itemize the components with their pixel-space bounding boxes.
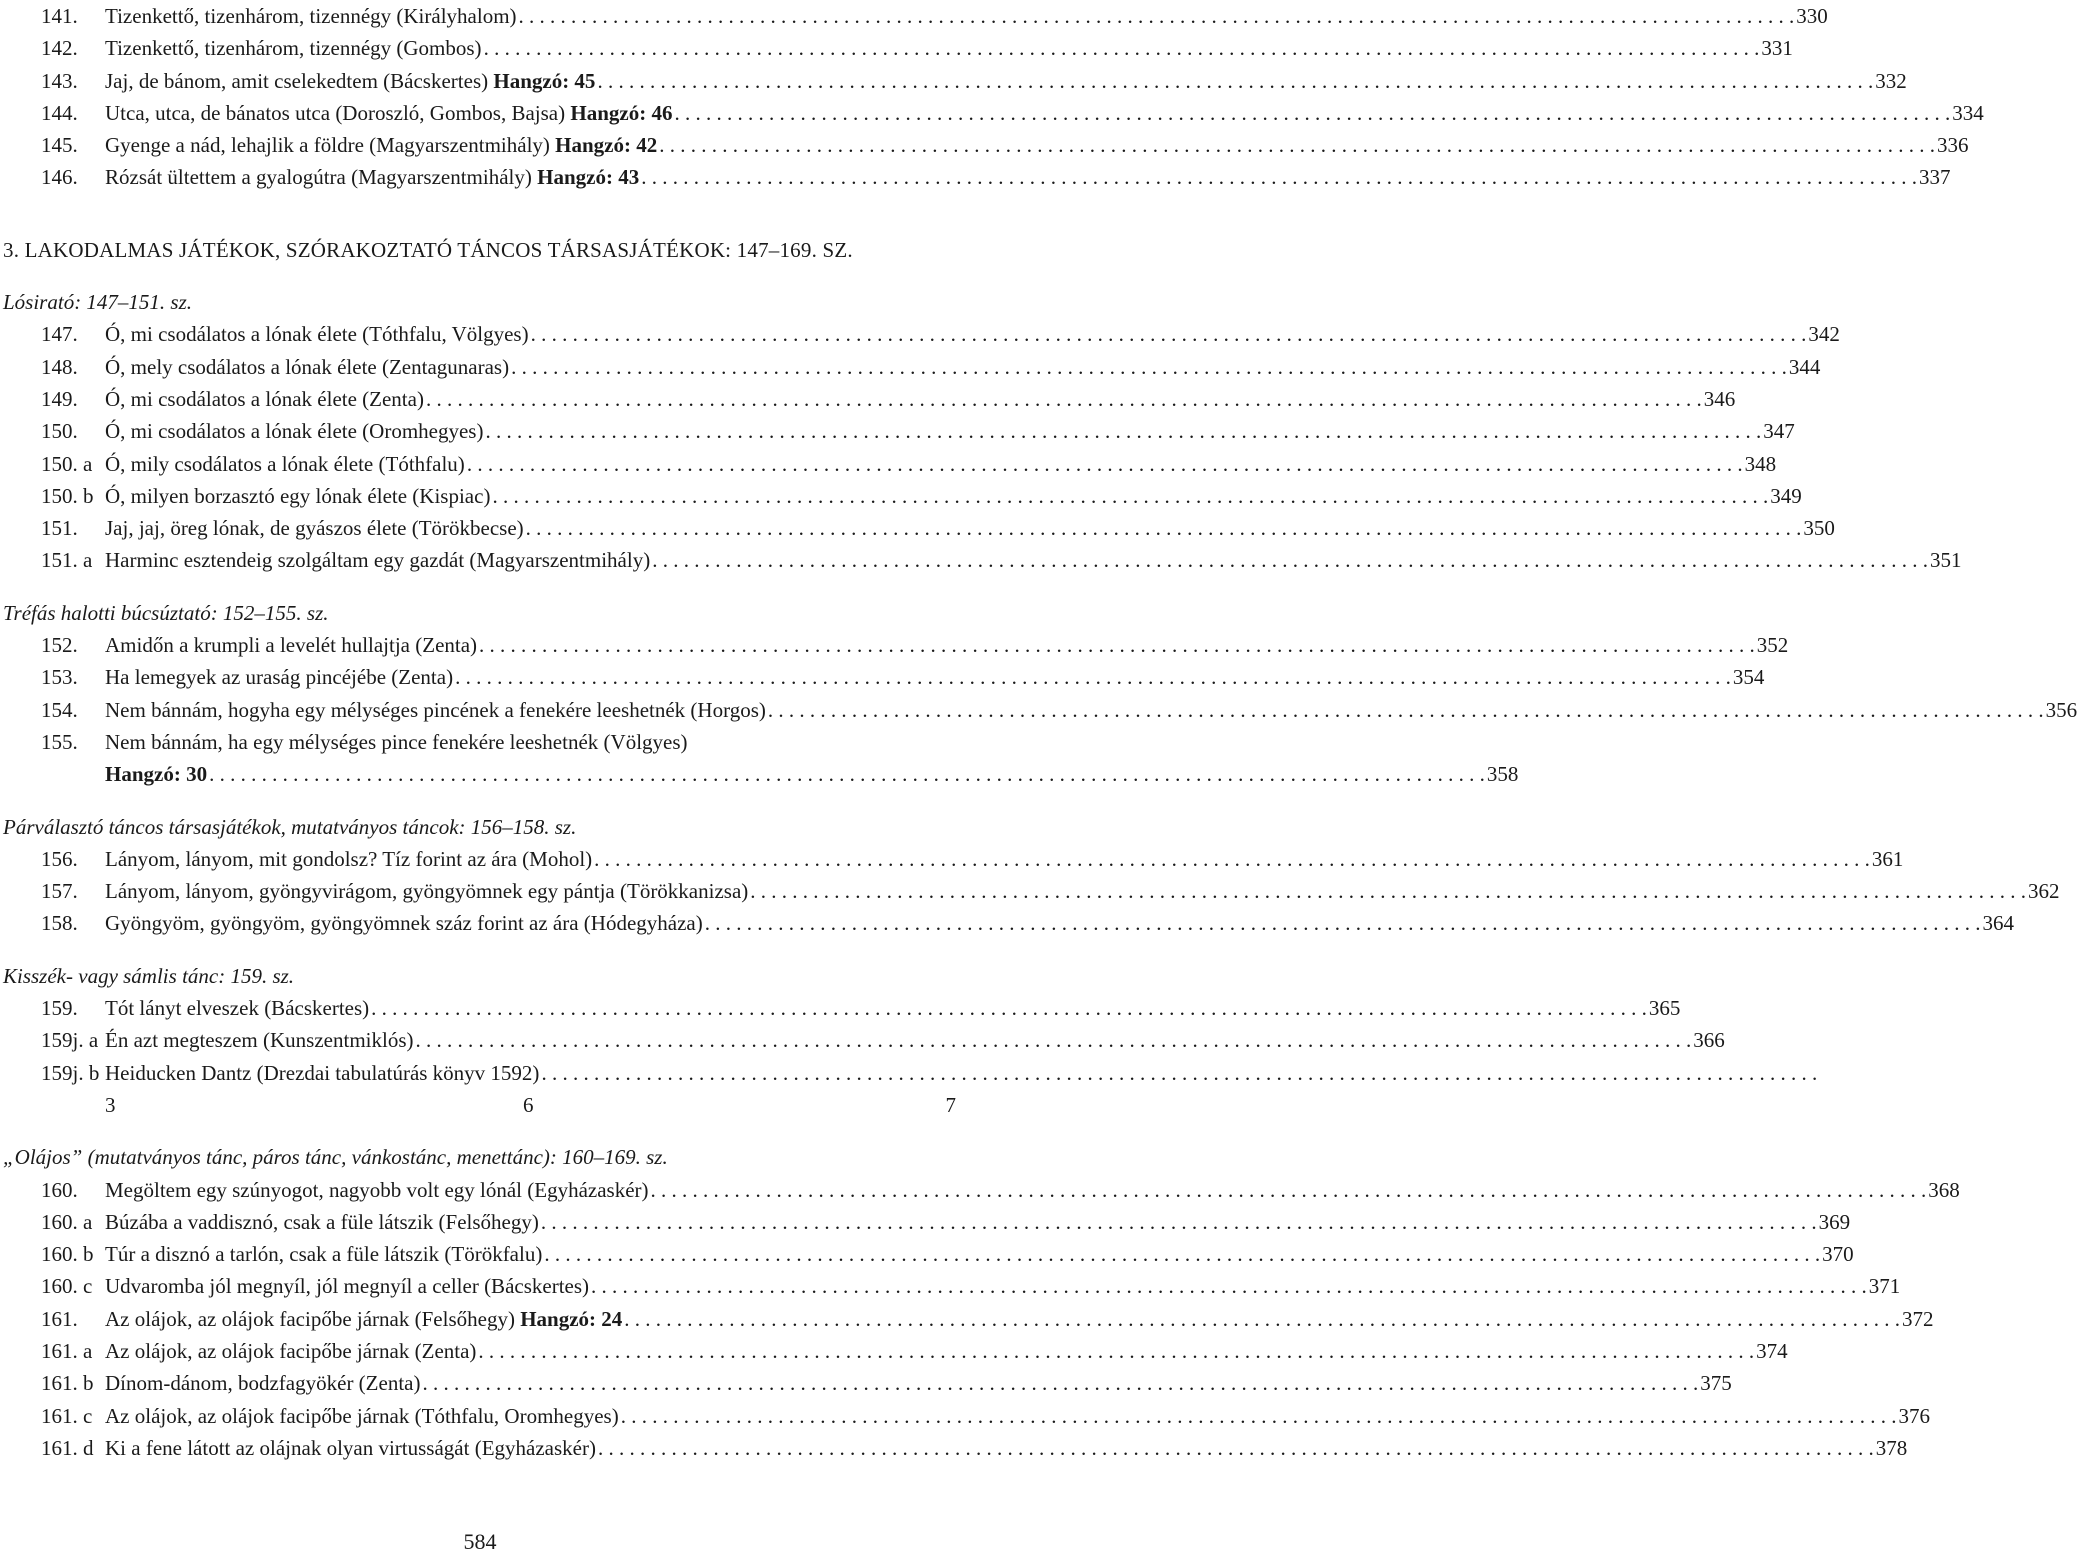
toc-entry: [3, 1238, 1854, 1270]
entry-number: 142.: [41, 36, 78, 61]
entry-page: 376: [1898, 1403, 1930, 1428]
leader-dots: [651, 1174, 1927, 1206]
leader-dots: [209, 758, 1485, 790]
entry-title: [105, 907, 703, 939]
entry-number: 150.: [41, 419, 78, 444]
toc-entry: [3, 907, 2014, 939]
entry-page: 348: [1744, 451, 1777, 476]
toc-entry: [3, 0, 1828, 32]
toc-entry: [3, 1432, 1908, 1464]
entry-page: 362: [2028, 879, 2060, 904]
toc-entry: [3, 161, 1951, 193]
hangzo-label: Hangzó: 30: [105, 762, 208, 787]
entry-page: 365: [1648, 996, 1681, 1021]
toc-entry: [3, 1174, 1960, 1206]
toc-entry: [3, 875, 2060, 907]
entry-number: 143.: [41, 68, 78, 93]
leader-dots: [422, 1367, 1698, 1399]
leader-dots: [641, 161, 1917, 193]
leader-dots: [467, 448, 1743, 480]
entry-title: [105, 1367, 420, 1399]
toc-entry: [3, 694, 2077, 726]
entry-title-text: Tizenkettő, tizenhárom, tizennégy (Gombos): [105, 36, 482, 61]
entry-title: [105, 1400, 619, 1432]
entry-page: 332: [1875, 68, 1907, 93]
entry-page: 331: [1761, 36, 1793, 61]
entry-number: 158.: [41, 911, 78, 936]
page-split-b: 6: [523, 1092, 534, 1117]
entry-title-text: Ki a fene látott az olájnak olyan virtusságát (Egyházaskér): [105, 1435, 596, 1460]
entry-number: 160.: [41, 1177, 78, 1202]
entry-title-text: Lányom, lányom, gyöngyvirágom, gyöngyömnek egy pántja (Törökkanizsa): [105, 879, 749, 904]
toc-entry: [3, 129, 1969, 161]
toc-entry-continuation: [3, 758, 1519, 790]
entry-number: 152.: [41, 633, 78, 658]
entry-title-text: Amidőn a krumpli a levelét hullajtja (Zenta): [105, 633, 478, 658]
entry-number: 150. a: [41, 451, 93, 476]
page-split-row: [3, 1089, 956, 1121]
entry-page: 336: [1937, 133, 1969, 158]
leader-dots: [768, 694, 2044, 726]
section-heading-kisszek: Kisszék- vagy sámlis tánc: 159. sz.: [3, 963, 295, 988]
entry-title: [105, 1206, 539, 1238]
toc-entry: [3, 318, 1840, 350]
entry-number: 147.: [41, 322, 78, 347]
entry-title: [105, 843, 592, 875]
leader-dots: [591, 1270, 1867, 1302]
entry-title-text: Ó, mi csodálatos a lónak élete (Tóthfalu, Völgyes): [105, 322, 529, 347]
entry-page: 358: [1486, 762, 1519, 787]
entry-page: 369: [1818, 1209, 1851, 1234]
section-heading-losirato: Lósirató: 147–151. sz.: [3, 290, 193, 315]
leader-dots: [426, 383, 1702, 415]
toc-entry: [3, 351, 1821, 383]
entry-title-cont: [105, 758, 207, 790]
entry-number: 159j. a: [41, 1028, 99, 1053]
entry-page: 344: [1788, 354, 1821, 379]
leader-dots: [416, 1024, 1692, 1056]
entry-title-text: Lányom, lányom, mit gondolsz? Tíz forint az ára (Mohol): [105, 846, 593, 871]
toc-entry: [3, 1303, 1934, 1335]
toc-entry: [3, 448, 1777, 480]
leader-dots: [705, 907, 1981, 939]
entry-title-text: Jaj, jaj, öreg lónak, de gyászos élete (Törökbecse): [105, 516, 524, 541]
entry-title-text: Ó, mi csodálatos a lónak élete (Oromhegyes): [105, 419, 484, 444]
entry-title: [105, 129, 657, 161]
entry-number: 145.: [41, 133, 78, 158]
entry-number: 149.: [41, 386, 78, 411]
entry-number: 159.: [41, 996, 78, 1021]
entry-title: [105, 161, 639, 193]
entry-page: 364: [1982, 911, 2014, 936]
page-number: 584: [463, 1529, 497, 1554]
entry-title: [105, 97, 672, 129]
entry-page: 330: [1796, 4, 1828, 28]
entry-number: 150. b: [41, 483, 94, 508]
entry-title: [105, 318, 529, 350]
entry-title: [105, 544, 650, 576]
entry-number: 156.: [41, 846, 78, 871]
entry-number: 160. a: [41, 1209, 93, 1234]
entry-title-text: Harminc esztendeig szolgáltam egy gazdát (Magyarszentmihály): [105, 548, 651, 573]
entry-title-text: Nem bánnám, hogyha egy mélységes pincének a fenekére leeshetnék (Horgos): [105, 697, 766, 722]
entry-page: 374: [1756, 1338, 1788, 1363]
entry-page: 347: [1763, 419, 1795, 444]
hangzo-label: Hangzó: 43: [537, 165, 640, 190]
entry-page: 370: [1822, 1242, 1854, 1267]
entry-title: [105, 1432, 596, 1464]
entry-title: [105, 1174, 649, 1206]
toc-block-5: [3, 992, 1725, 1057]
leader-dots: [526, 512, 1802, 544]
entry-number: 155.: [41, 729, 78, 754]
entry-title-text: Tót lányt elveszek (Bácskertes): [105, 996, 370, 1021]
entry-title-text: Dínom-dánom, bodzfagyökér (Zenta): [105, 1371, 421, 1396]
entry-number: 161.: [41, 1306, 78, 1331]
entry-page: 371: [1868, 1274, 1901, 1299]
toc-entry: [3, 629, 1789, 661]
entry-title-text: Ó, mi csodálatos a lónak élete (Zenta): [105, 386, 424, 411]
toc-entry: [3, 65, 1907, 97]
toc-entry: [3, 1206, 1851, 1238]
hangzo-label: Hangzó: 46: [570, 100, 673, 125]
toc-entry: [3, 415, 1795, 447]
toc-entry: [3, 1400, 1930, 1432]
entry-title-text: Tizenkettő, tizenhárom, tizennégy (Királyhalom): [105, 4, 517, 28]
entry-title: [105, 448, 465, 480]
entry-number: 160. c: [41, 1274, 93, 1299]
toc-entry: [3, 661, 1765, 693]
entry-title-text: Ó, mely csodálatos a lónak élete (Zentagunaras): [105, 354, 510, 379]
section-heading-parvalaszto: Párválasztó táncos társasjátékok, mutatványos táncok: 156–158. sz.: [3, 814, 577, 839]
entry-page: 356: [2045, 697, 2077, 722]
leader-dots: [511, 351, 1787, 383]
entry-number: 159j. b: [41, 1060, 100, 1085]
entry-page: 337: [1918, 165, 1951, 190]
leader-dots: [598, 1432, 1874, 1464]
entry-number: 161. a: [41, 1338, 93, 1363]
entry-number: 141.: [41, 4, 78, 28]
leader-dots: [519, 0, 1795, 32]
hangzo-label: Hangzó: 45: [493, 68, 596, 93]
entry-title: [105, 875, 748, 907]
toc-entry: [3, 97, 1984, 129]
entry-title-text: Gyöngyöm, gyöngyöm, gyöngyömnek száz forint az ára (Hódegyháza): [105, 911, 703, 936]
entry-title: [105, 480, 490, 512]
entry-title: [105, 0, 517, 32]
toc-block-3: [3, 629, 2077, 726]
entry-title-text: Az olájok, az olájok facipőbe járnak (Tóthfalu, Oromhegyes): [105, 1403, 619, 1428]
entry-title: [105, 65, 595, 97]
entry-title: [105, 415, 483, 447]
table-of-contents: [3, 0, 2077, 1464]
toc-entry: [3, 32, 1793, 64]
toc-entry: [3, 1367, 1732, 1399]
entry-title: [105, 1303, 622, 1335]
entry-number: 157.: [41, 879, 78, 904]
entry-title-text: Én azt megteszem (Kunszentmiklós): [105, 1028, 414, 1053]
entry-number: 161. d: [41, 1435, 94, 1460]
entry-title: [105, 351, 509, 383]
leader-dots: [479, 629, 1755, 661]
entry-title-text: Ó, mily csodálatos a lónak élete (Tóthfalu): [105, 451, 465, 476]
leader-dots: [597, 65, 1873, 97]
entry-title: [105, 512, 524, 544]
page-split-c: 7: [945, 1092, 956, 1117]
entry-title-text: Túr a disznó a tarlón, csak a füle látszik (Törökfalu): [105, 1242, 543, 1267]
leader-dots: [652, 544, 1928, 576]
leader-dots: [485, 415, 1761, 447]
toc-entry: [3, 1057, 956, 1089]
leader-dots: [541, 1206, 1817, 1238]
entry-number: 148.: [41, 354, 78, 379]
chapter-heading: 3. LAKODALMAS JÁTÉKOK, SZÓRAKOZTATÓ TÁNCOS TÁRSASJÁTÉKOK: 147–169. SZ.: [3, 237, 853, 262]
entry-page: 350: [1803, 516, 1835, 541]
entry-number: 146.: [41, 165, 78, 190]
entry-title: [105, 992, 369, 1024]
section-heading-trefas: Tréfás halotti búcsúztató: 152–155. sz.: [3, 600, 329, 625]
hangzo-label: Hangzó: 42: [555, 133, 658, 158]
toc-entry: [3, 843, 1904, 875]
entry-page: 352: [1756, 633, 1789, 658]
entry-title-text: Gyenge a nád, lehajlik a földre (Magyarszentmihály): [105, 133, 556, 158]
entry-number: 154.: [41, 697, 78, 722]
entry-page: 334: [1952, 100, 1984, 125]
leader-dots: [624, 1303, 1900, 1335]
entry-title-text: Ó, milyen borzasztó egy lónak élete (Kispiac): [105, 483, 491, 508]
leader-dots: [541, 1057, 1817, 1089]
entry-title-text: Utca, utca, de bánatos utca (Doroszló, Gombos, Bajsa): [105, 100, 571, 125]
entry-title-text: Ha lemegyek az uraság pincéjébe (Zenta): [105, 665, 454, 690]
toc-entry: [3, 512, 1835, 544]
section-heading-olajos: „Olájos” (mutatványos tánc, páros tánc, vánkostánc, menettánc): 160–169. sz.: [3, 1145, 668, 1170]
entry-page: 349: [1770, 483, 1802, 508]
entry-number: 160. b: [41, 1242, 94, 1267]
entry-number: 151.: [41, 516, 78, 541]
entry-title-text: Udvaromba jól megnyíl, jól megnyíl a celler (Bácskertes): [105, 1274, 590, 1299]
leader-dots: [544, 1238, 1820, 1270]
entry-title: [105, 694, 766, 726]
entry-title: [105, 383, 424, 415]
entry-number: 151. a: [41, 548, 93, 573]
hangzo-label: Hangzó: 24: [520, 1306, 623, 1331]
entry-title: [105, 1270, 589, 1302]
entry-page: 368: [1928, 1177, 1960, 1202]
entry-title-text: Megöltem egy szúnyogot, nagyobb volt egy lónál (Egyházaskér): [105, 1177, 649, 1202]
entry-title-text: Az olájok, az olájok facipőbe járnak (Zenta): [105, 1338, 477, 1363]
toc-entry: [3, 1270, 1901, 1302]
toc-entry: [3, 992, 1681, 1024]
entry-page: 378: [1875, 1435, 1908, 1460]
toc-block-1: [3, 0, 1984, 194]
entry-page: 354: [1732, 665, 1765, 690]
toc-entry: [3, 383, 1736, 415]
entry-page: 361: [1871, 846, 1904, 871]
entry-number: 153.: [41, 665, 78, 690]
leader-dots: [484, 32, 1760, 64]
leader-dots: [478, 1335, 1754, 1367]
entry-number: 161. c: [41, 1403, 93, 1428]
entry-title: Nem bánnám, ha egy mélységes pince fenekére leeshetnék (Völgyes): [105, 729, 688, 754]
toc-block-2: [3, 318, 1962, 576]
leader-dots: [674, 97, 1950, 129]
entry-title: Heiducken Dantz (Drezdai tabulatúrás könyv 1592): [105, 1060, 540, 1085]
entry-page: 346: [1703, 386, 1736, 411]
entry-title-text: Rózsát ültettem a gyalogútra (Magyarszentmihály): [105, 165, 538, 190]
entry-number: 161. b: [41, 1371, 94, 1396]
entry-title: [105, 1024, 414, 1056]
entry-title: [105, 661, 453, 693]
entry-title: [105, 1335, 476, 1367]
entry-page: 375: [1700, 1371, 1732, 1396]
entry-page: 372: [1902, 1306, 1934, 1331]
toc-block-4: [3, 843, 2060, 940]
leader-dots: [594, 843, 1870, 875]
toc-entry: [3, 1024, 1725, 1056]
leader-dots: [492, 480, 1768, 512]
entry-page: 366: [1693, 1028, 1725, 1053]
toc-entry: [3, 480, 1802, 512]
entry-page: 351: [1929, 548, 1962, 573]
entry-number: 144.: [41, 100, 78, 125]
leader-dots: [621, 1400, 1897, 1432]
leader-dots: [455, 661, 1731, 693]
entry-title: [105, 629, 477, 661]
toc-entry: [3, 544, 1962, 576]
toc-entry: [3, 726, 956, 758]
entry-title: [105, 1238, 542, 1270]
entry-title: [105, 32, 482, 64]
leader-dots: [659, 129, 1935, 161]
entry-title-text: Az olájok, az olájok facipőbe járnak (Felsőhegy): [105, 1306, 521, 1331]
leader-dots: [371, 992, 1647, 1024]
entry-title-text: Jaj, de bánom, amit cselekedtem (Bácskertes): [105, 68, 494, 93]
entry-title-text: Búzába a vaddisznó, csak a füle látszik (Felsőhegy): [105, 1209, 539, 1234]
leader-dots: [750, 875, 2026, 907]
entry-page: 342: [1808, 322, 1840, 347]
leader-dots: [531, 318, 1807, 350]
page-split-a: 3: [105, 1092, 116, 1117]
toc-entry: [3, 1335, 1788, 1367]
toc-block-6: [3, 1174, 1960, 1465]
